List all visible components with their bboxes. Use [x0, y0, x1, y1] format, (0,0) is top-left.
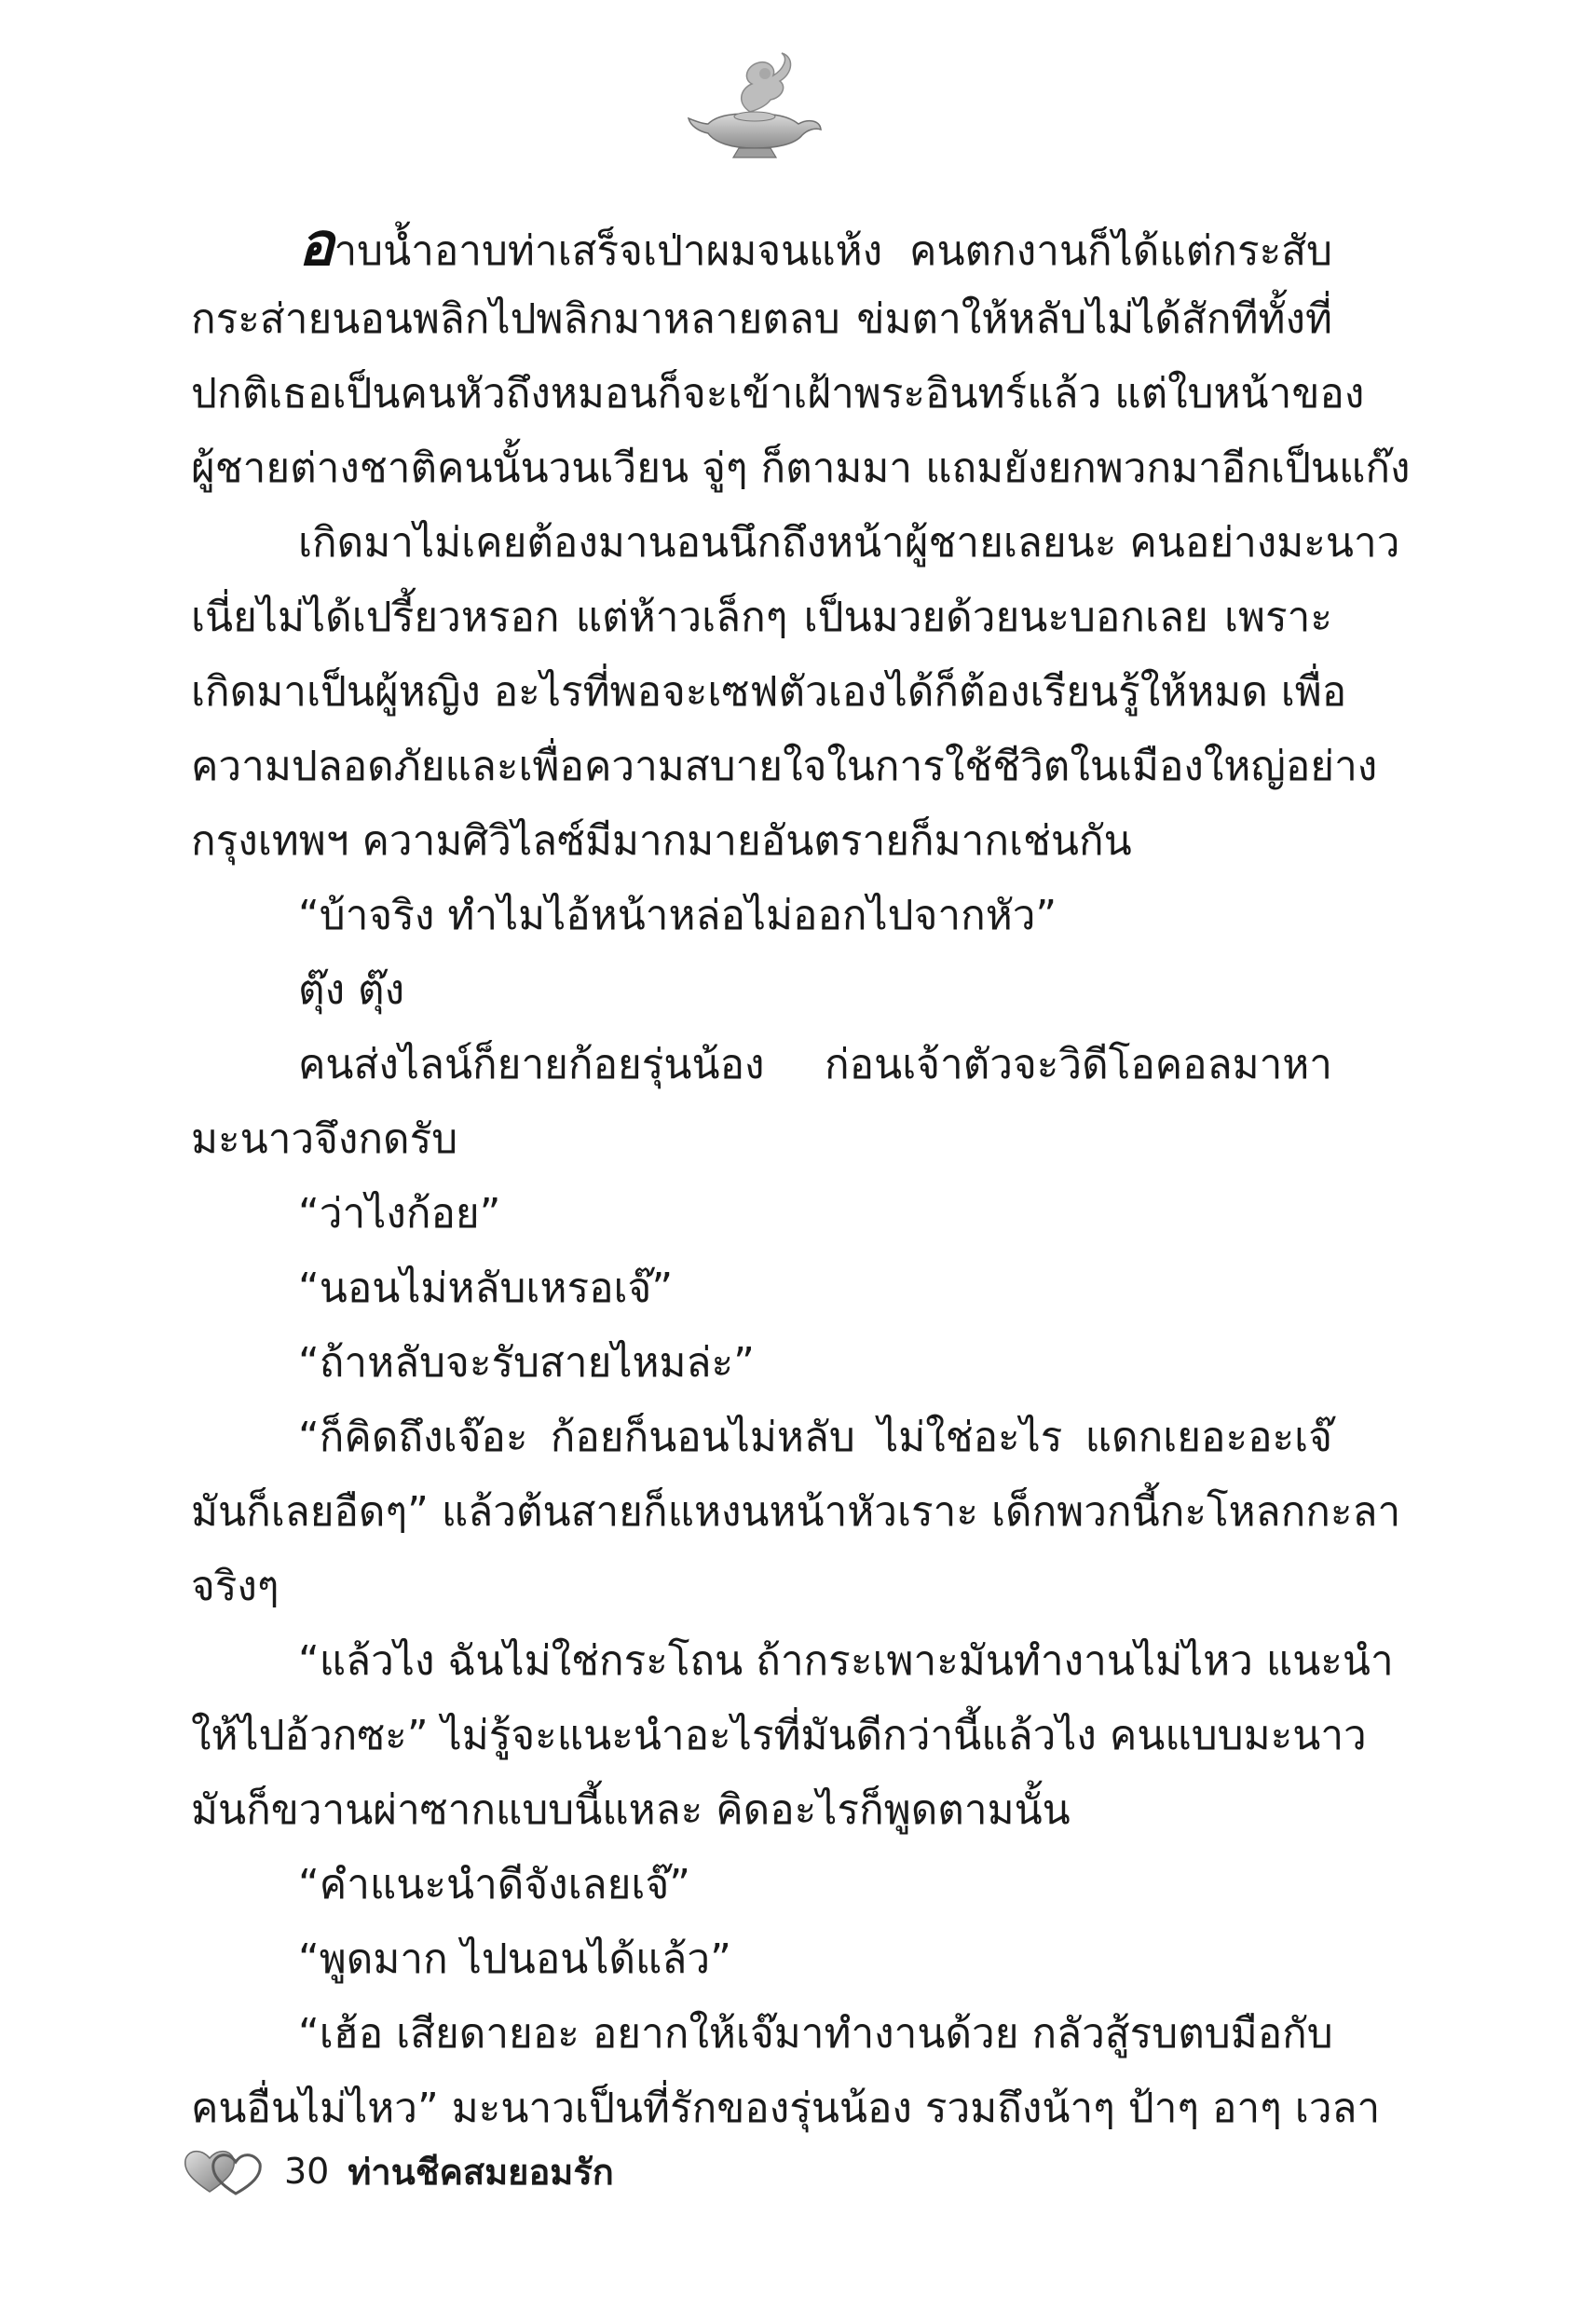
paragraph-line: เกิดมาไม่เคยต้องมานอนนึกถึงหน้าผู้ชายเลยนะ คนอย่างมะนาว: [298, 519, 1400, 567]
page-footer: [182, 2143, 614, 2199]
dialogue-line: “พูดมาก ไปนอนได้แล้ว”: [298, 1935, 731, 1983]
paragraph-line: [191, 210, 1332, 280]
dialogue-line: “เฮ้อ เสียดายอะ อยากให้เจ๊มาทำงานด้วย กลัวสู้รบตบมือกับ: [298, 2010, 1333, 2058]
paragraph-line: ผู้ชายต่างชาติคนนั้นวนเวียน จู่ๆ ก็ตามมา แถมยังยกพวกมาอีกเป็นแก๊ง: [191, 444, 1411, 492]
paragraph-line: มะนาวจึงกดรับ: [191, 1115, 458, 1163]
paragraph-line: ให้ไปอ้วกซะ” ไม่รู้จะแนะนำอะไรที่มันดีกว่านี้แล้วไง คนแบบมะนาว: [191, 1712, 1367, 1759]
dialogue-line: “คำแนะนำดีจังเลยเจ๊”: [298, 1861, 691, 1908]
paragraph-line: คนอื่นไม่ไหว” มะนาวเป็นที่รักของรุ่นน้อง รวมถึงน้าๆ ป้าๆ อาๆ เวลา: [191, 2085, 1381, 2132]
dialogue-line: “แล้วไง ฉันไม่ใช่กระโถน ถ้ากระเพาะมันทำงานไม่ไหว แนะนำ: [298, 1637, 1394, 1685]
double-heart-icon: [182, 2145, 266, 2197]
paragraph-line: ความปลอดภัยและเพื่อความสบายใจในการใช้ชีวิตในเมืองใหญ่อย่าง: [191, 743, 1378, 790]
lamp-ornament-icon: [685, 51, 825, 163]
dialogue-line: “บ้าจริง ทำไมไอ้หน้าหล่อไม่ออกไปจากหัว”: [298, 892, 1057, 939]
book-title: ท่านชีคสมยอมรัก: [348, 2151, 614, 2193]
dialogue-line: “ก็คิดถึงเจ๊อะ ก้อยก็นอนไม่หลับ ไม่ใช่อะไร แดกเยอะอะเจ๊: [298, 1414, 1332, 1461]
dialogue-line: “นอนไม่หลับเหรอเจ๊”: [298, 1265, 674, 1312]
paragraph-line: มันก็เลยอืดๆ” แล้วต้นสายก็แหงนหน้าหัวเราะ เด็กพวกนี้กะโหลกกะลา: [191, 1488, 1401, 1536]
paragraph-line: กระส่ายนอนพลิกไปพลิกมาหลายตลบ ข่มตาให้หลับไม่ได้สักทีทั้งที่: [191, 295, 1332, 343]
paragraph-line: เกิดมาเป็นผู้หญิง อะไรที่พอจะเซฟตัวเองได้ก็ต้องเรียนรู้ให้หมด เพื่อ: [191, 668, 1347, 716]
paragraph-line: เนี่ยไม่ได้เปรี้ยวหรอก แต่ห้าวเล็กๆ เป็นมวยด้วยนะบอกเลย เพราะ: [191, 594, 1332, 641]
page-number: 30: [284, 2151, 330, 2192]
paragraph-line: คนส่งไลน์ก็ยายก้อยรุ่นน้อง ก่อนเจ้าตัวจะวิดีโอคอลมาหา: [298, 1041, 1332, 1088]
body-text: [191, 210, 1411, 2139]
paragraph-line: กรุงเทพฯ ความศิวิไลซ์มีมากมายอันตรายก็มากเช่นกัน: [191, 817, 1132, 865]
paragraph-line: มันก็ขวานผ่าซากแบบนี้แหละ คิดอะไรก็พูดตามนั้น: [191, 1786, 1071, 1834]
dialogue-line: “ถ้าหลับจะรับสายไหมล่ะ”: [298, 1339, 755, 1387]
drop-cap: อ: [298, 210, 334, 280]
sound-effect-line: ตุ๊ง ตุ๊ง: [298, 966, 405, 1014]
line-text: าบน้ำอาบท่าเสร็จเป่าผมจนแห้ง คนตกงานก็ได้แต่กระสับ: [334, 227, 1332, 275]
paragraph-line: ปกติเธอเป็นคนหัวถึงหมอนก็จะเข้าเฝ้าพระอินทร์แล้ว แต่ใบหน้าของ: [191, 370, 1365, 417]
dialogue-line: “ว่าไงก้อย”: [298, 1190, 501, 1238]
paragraph-line: จริงๆ: [191, 1563, 280, 1610]
